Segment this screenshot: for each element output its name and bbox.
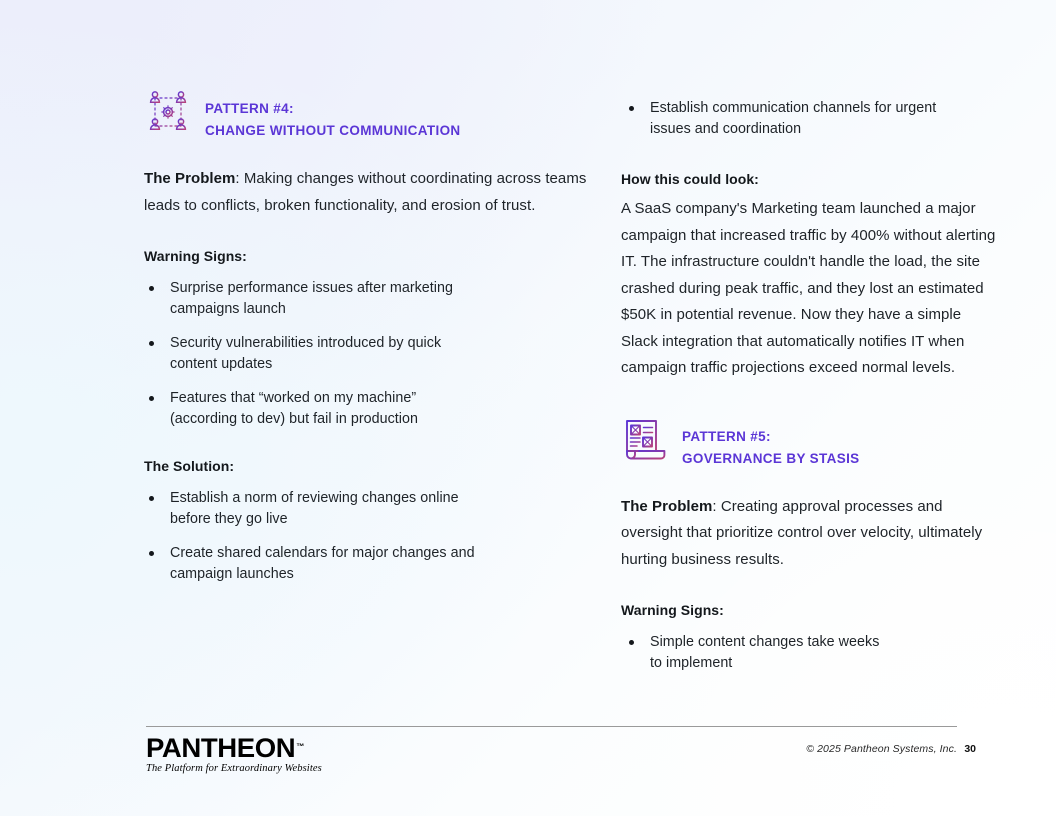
pattern-5-label-line2: GOVERNANCE BY STASIS bbox=[682, 450, 860, 466]
list-item-line1: Features that “worked on my machine” bbox=[170, 390, 417, 406]
list-item bbox=[621, 632, 1001, 673]
pattern-4-solution-heading: The Solution: bbox=[144, 458, 235, 474]
pattern-5-warning-signs-heading: Warning Signs: bbox=[621, 602, 724, 618]
pattern-4-solution-list bbox=[144, 488, 599, 584]
list-item-line2: campaigns launch bbox=[170, 300, 286, 317]
pantheon-logo bbox=[146, 735, 321, 774]
pattern-4-label-line1: PATTERN #4: bbox=[205, 101, 294, 116]
pattern-4-solution-continued-list bbox=[621, 98, 1001, 139]
pattern-5-problem-body: Creating approval processes and oversight that prioritize control over velocity, ultimately hurting business results. bbox=[621, 497, 983, 568]
people-network-gear-icon bbox=[144, 89, 192, 137]
list-item-line1: Simple content changes take weeks bbox=[650, 634, 880, 650]
list-item-line1: Establish a norm of reviewing changes online bbox=[170, 490, 459, 506]
pattern-4-problem-separator: : bbox=[235, 170, 244, 187]
copyright-notice: © 2025 Pantheon Systems, Inc. bbox=[806, 743, 957, 755]
pattern-4-problem-lead: The Problem bbox=[144, 170, 236, 187]
list-item bbox=[144, 278, 599, 319]
list-item-line1: Security vulnerabilities introduced by quick bbox=[170, 335, 442, 351]
pattern-5-label-line1: PATTERN #5: bbox=[682, 428, 771, 444]
list-item bbox=[621, 98, 1001, 139]
page-number: 30 bbox=[964, 743, 976, 755]
pattern-4-label-line2: CHANGE WITHOUT COMMUNICATION bbox=[205, 123, 461, 138]
list-item-line2: issues and coordination bbox=[650, 120, 802, 137]
footer-divider bbox=[146, 726, 957, 727]
list-item bbox=[144, 488, 599, 529]
right-column bbox=[621, 88, 1001, 673]
pattern-5-header bbox=[621, 416, 1001, 470]
trademark-icon: ™ bbox=[296, 742, 305, 751]
pattern-4-warning-signs-list bbox=[144, 278, 599, 429]
list-item-line2: content updates bbox=[170, 355, 273, 372]
list-item bbox=[144, 543, 599, 584]
pattern-5-problem bbox=[621, 494, 1001, 574]
pattern-5-title bbox=[682, 416, 860, 470]
how-this-could-look-body: A SaaS company's Marketing team launched a major campaign that increased traffic by 400% without alerting IT. The infrastructure couldn't handle the load, the site crashed during peak traffic, and they lost an estimated $50K in potential revenue. Now they have a simple Slack integration that automatically notifies IT when campaign traffic projections exceed normal levels. bbox=[621, 200, 996, 376]
list-item-line2: (according to dev) but fail in production bbox=[170, 410, 419, 427]
list-item-line1: Create shared calendars for major changes and bbox=[170, 545, 475, 561]
content-columns bbox=[0, 88, 1056, 673]
list-item-line1: Surprise performance issues after marketing bbox=[170, 280, 454, 296]
pattern-5-problem-separator: : bbox=[712, 497, 721, 515]
pattern-4-problem bbox=[144, 166, 599, 219]
pattern-5-problem-lead: The Problem bbox=[621, 497, 713, 515]
how-this-could-look-heading: How this could look: bbox=[621, 171, 759, 187]
list-item bbox=[144, 333, 599, 374]
list-item-line2: before they go live bbox=[170, 510, 288, 527]
pattern-4-title bbox=[205, 88, 461, 142]
pattern-4-header bbox=[144, 88, 599, 142]
document-checklist-icon bbox=[621, 417, 669, 465]
pantheon-wordmark-text: PANTHEON bbox=[146, 733, 296, 763]
pantheon-wordmark bbox=[146, 733, 305, 763]
pattern-4-warning-signs-heading: Warning Signs: bbox=[144, 248, 247, 264]
list-item-line1: Establish communication channels for urgent bbox=[650, 100, 937, 116]
pattern-5-warning-signs-list bbox=[621, 632, 1001, 673]
pattern-4-problem-body: Making changes without coordinating across teams leads to conflicts, broken functionality, and erosion of trust. bbox=[144, 170, 587, 214]
list-item-line2: to implement bbox=[650, 654, 733, 671]
list-item-line2: campaign launches bbox=[170, 565, 294, 582]
list-item bbox=[144, 388, 599, 429]
pantheon-tagline: The Platform for Extraordinary Websites bbox=[146, 763, 322, 774]
left-column bbox=[144, 88, 599, 673]
